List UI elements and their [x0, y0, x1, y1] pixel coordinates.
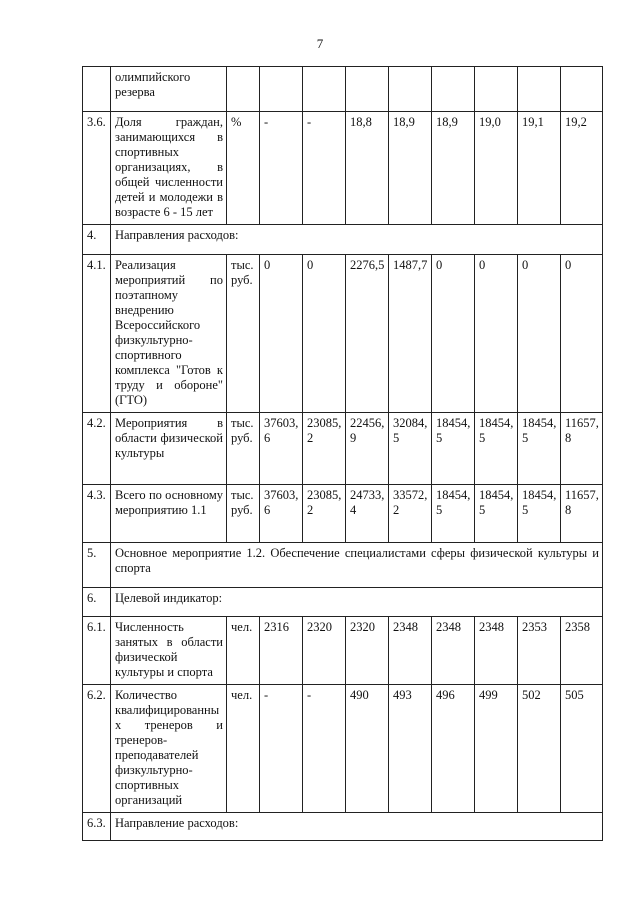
indicator-name-cell: Количество квалифицированны х тренеров и тренеров-преподавателей физкультурно-спортивных организаций [111, 685, 227, 813]
value-cell: 2348 [432, 617, 475, 685]
value-cell: 32084, 5 [389, 413, 432, 485]
value-cell: 2358 [561, 617, 603, 685]
unit-cell: тыс. руб. [227, 485, 260, 543]
value-cell: 18454, 5 [518, 485, 561, 543]
table-row-4-2 [83, 413, 603, 485]
row-number-cell: 4. [83, 225, 111, 255]
value-cell: 19,2 [561, 112, 603, 225]
table-row-3-6 [83, 112, 603, 225]
value-cell [346, 67, 389, 112]
value-cell: 2348 [389, 617, 432, 685]
value-cell: 18454, 5 [432, 413, 475, 485]
value-cell: 0 [303, 255, 346, 413]
value-cell: 0 [561, 255, 603, 413]
unit-cell: тыс. руб. [227, 413, 260, 485]
value-cell: - [260, 685, 303, 813]
unit-cell: чел. [227, 617, 260, 685]
unit-cell: тыс. руб. [227, 255, 260, 413]
unit-cell: чел. [227, 685, 260, 813]
section-heading-cell: Основное мероприятие 1.2. Обеспечение специалистами сферы физической культуры и спорта [111, 543, 603, 588]
indicator-name-cell: Численность занятых в области физической культуры и спорта [111, 617, 227, 685]
row-number-cell: 6.2. [83, 685, 111, 813]
value-cell: 33572, 2 [389, 485, 432, 543]
value-cell [303, 67, 346, 112]
value-cell: 2276,5 [346, 255, 389, 413]
value-cell: 19,0 [475, 112, 518, 225]
indicator-table [82, 66, 603, 841]
table-row-cont [83, 67, 603, 112]
row-number-cell: 4.2. [83, 413, 111, 485]
value-cell: 493 [389, 685, 432, 813]
section-heading-cell: Целевой индикатор: [111, 588, 603, 617]
table-row-6-2 [83, 685, 603, 813]
value-cell: 18,8 [346, 112, 389, 225]
value-cell: 499 [475, 685, 518, 813]
value-cell [561, 67, 603, 112]
table-row-6-3 [83, 813, 603, 841]
table-row-5 [83, 543, 603, 588]
value-cell: 490 [346, 685, 389, 813]
value-cell: - [303, 112, 346, 225]
row-number-cell: 6. [83, 588, 111, 617]
value-cell: 2320 [303, 617, 346, 685]
value-cell: 24733, 4 [346, 485, 389, 543]
value-cell: - [303, 685, 346, 813]
value-cell [475, 67, 518, 112]
value-cell: 23085, 2 [303, 413, 346, 485]
value-cell: 37603, 6 [260, 413, 303, 485]
unit-cell: % [227, 112, 260, 225]
value-cell: 502 [518, 685, 561, 813]
value-cell: 496 [432, 685, 475, 813]
value-cell [518, 67, 561, 112]
unit-cell [227, 67, 260, 112]
value-cell: 0 [432, 255, 475, 413]
value-cell: 2320 [346, 617, 389, 685]
value-cell: 0 [475, 255, 518, 413]
row-number-cell: 3.6. [83, 112, 111, 225]
row-number-cell: 6.1. [83, 617, 111, 685]
value-cell: 11657, 8 [561, 413, 603, 485]
value-cell: 18454, 5 [518, 413, 561, 485]
value-cell [432, 67, 475, 112]
table-row-4 [83, 225, 603, 255]
value-cell: 18,9 [432, 112, 475, 225]
value-cell: 18454, 5 [475, 485, 518, 543]
section-heading-cell: Направление расходов: [111, 813, 603, 841]
value-cell: - [260, 112, 303, 225]
value-cell: 11657, 8 [561, 485, 603, 543]
indicator-name-cell: олимпийского резерва [111, 67, 227, 112]
value-cell: 18454, 5 [475, 413, 518, 485]
indicator-name-cell: Мероприятия в области физической культуры [111, 413, 227, 485]
row-number-cell: 6.3. [83, 813, 111, 841]
value-cell: 18,9 [389, 112, 432, 225]
table-row-4-1 [83, 255, 603, 413]
indicator-name-cell: Доля граждан, занимающихся в спортивных организациях, в общей численности детей и молодежи в возрасте 6 - 15 лет [111, 112, 227, 225]
value-cell: 23085, 2 [303, 485, 346, 543]
value-cell: 2348 [475, 617, 518, 685]
row-number-cell [83, 67, 111, 112]
indicator-name-cell: Всего по основному мероприятию 1.1 [111, 485, 227, 543]
row-number-cell: 4.3. [83, 485, 111, 543]
table-row-4-3 [83, 485, 603, 543]
table-row-6-1 [83, 617, 603, 685]
value-cell: 37603, 6 [260, 485, 303, 543]
value-cell: 1487,7 [389, 255, 432, 413]
value-cell: 0 [260, 255, 303, 413]
table-row-6 [83, 588, 603, 617]
row-number-cell: 4.1. [83, 255, 111, 413]
value-cell: 19,1 [518, 112, 561, 225]
value-cell [260, 67, 303, 112]
indicator-name-cell: Реализация мероприятий по поэтапному внедрению Всероссийского физкультурно-спортивного комплекса "Готов к труду и обороне" (ГТО) [111, 255, 227, 413]
value-cell: 22456, 9 [346, 413, 389, 485]
value-cell [389, 67, 432, 112]
value-cell: 18454, 5 [432, 485, 475, 543]
section-heading-cell: Направления расходов: [111, 225, 603, 255]
page-number: 7 [316, 36, 324, 51]
row-number-cell: 5. [83, 543, 111, 588]
value-cell: 2316 [260, 617, 303, 685]
value-cell: 505 [561, 685, 603, 813]
value-cell: 0 [518, 255, 561, 413]
value-cell: 2353 [518, 617, 561, 685]
